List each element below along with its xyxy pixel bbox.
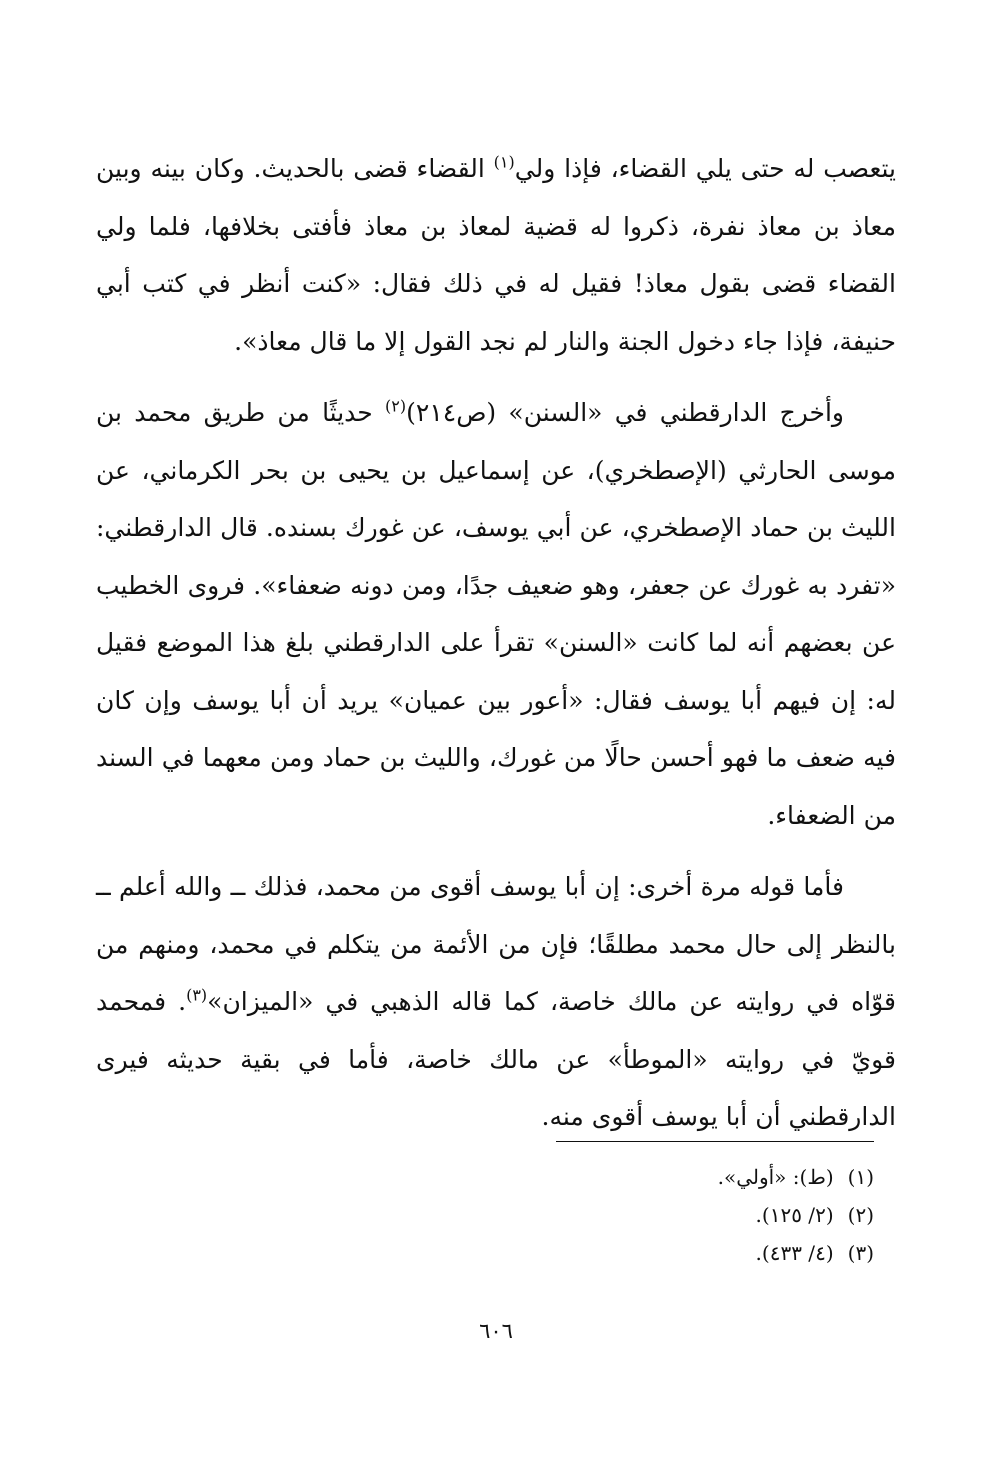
footnote-1-number: (١) [847,1165,874,1189]
main-text [96,140,896,1160]
footnote-ref-1[interactable]: (١) [493,152,515,172]
footnote-2-text: (٢/ ١٢٥). [755,1203,834,1227]
footnote-ref-3[interactable]: (٣) [186,985,208,1005]
footnote-divider [556,1141,874,1142]
paragraph-3-text-start: فأما قوله مرة أخرى: إن أبا يوسف أقوى من محمد، فذلك ــ والله أعلم ــ بالنظر إلى حال محمد مطلقًا؛ فإن من الأئمة من يتكلم في محمد، ومنهم من قوّاه في روايته عن مالك خاصة، كما قاله الذهبي في «الميزان» [96,872,896,1016]
paragraph-2 [96,384,896,844]
footnote-1 [500,1158,874,1196]
paragraph-2-text-end: حديثًا من طريق محمد بن موسى الحارثي (الإصطخري)، عن إسماعيل بن يحيى بن بحر الكرماني، عن الليث بن حماد الإصطخري، عن أبي يوسف، عن غورك بسنده. قال الدارقطني: «تفرد به غورك عن جعفر، وهو ضعيف جدًا، ومن دونه ضعفاء». فروى الخطيب عن بعضهم أنه لما كانت «السنن» تقرأ على الدارقطني بلغ هذا الموضع فقيل له: إن فيهم أبا يوسف فقال: «أعور بين عميان» يريد أن أبا يوسف وإن كان فيه ضعف ما فهو أحسن حالًا من غورك، والليث بن حماد ومن معهما في السند من الضعفاء. [96,398,896,830]
footnote-ref-2[interactable]: (٢) [385,396,407,416]
paragraph-1 [96,140,896,370]
footnotes [500,1158,874,1272]
footnote-2-number: (٢) [847,1203,874,1227]
paragraph-2-text-start: وأخرج الدارقطني في «السنن» (ص٢١٤) [406,398,844,427]
footnote-2 [500,1196,874,1234]
footnote-1-text: (ط): «أولي». [717,1165,834,1189]
paragraph-1-text-end: القضاء قضى بالحديث. وكان بينه وبين معاذ بن معاذ نفرة، ذكروا له قضية لمعاذ بن معاذ فأفتى بخلافها، فلما ولي القضاء قضى بقول معاذ! فقيل له في ذلك فقال: «كنت أنظر في كتب أبي حنيفة، فإذا جاء دخول الجنة والنار لم نجد القول إلا ما قال معاذ». [96,154,896,356]
paragraph-3-text-end: . فمحمد قويّ في روايته «الموطأ» عن مالك خاصة، فأما في بقية حديثه فيرى الدارقطني أن أبا يوسف أقوى منه. [96,987,896,1131]
footnote-3-number: (٣) [847,1241,874,1265]
paragraph-3 [96,858,896,1146]
footnote-3 [500,1234,874,1272]
page-number: ٦٠٦ [479,1319,513,1343]
footnote-3-text: (٤/ ٤٣٣). [755,1241,834,1265]
paragraph-1-text-start: يتعصب له حتى يلي القضاء، فإذا ولي [514,154,897,183]
